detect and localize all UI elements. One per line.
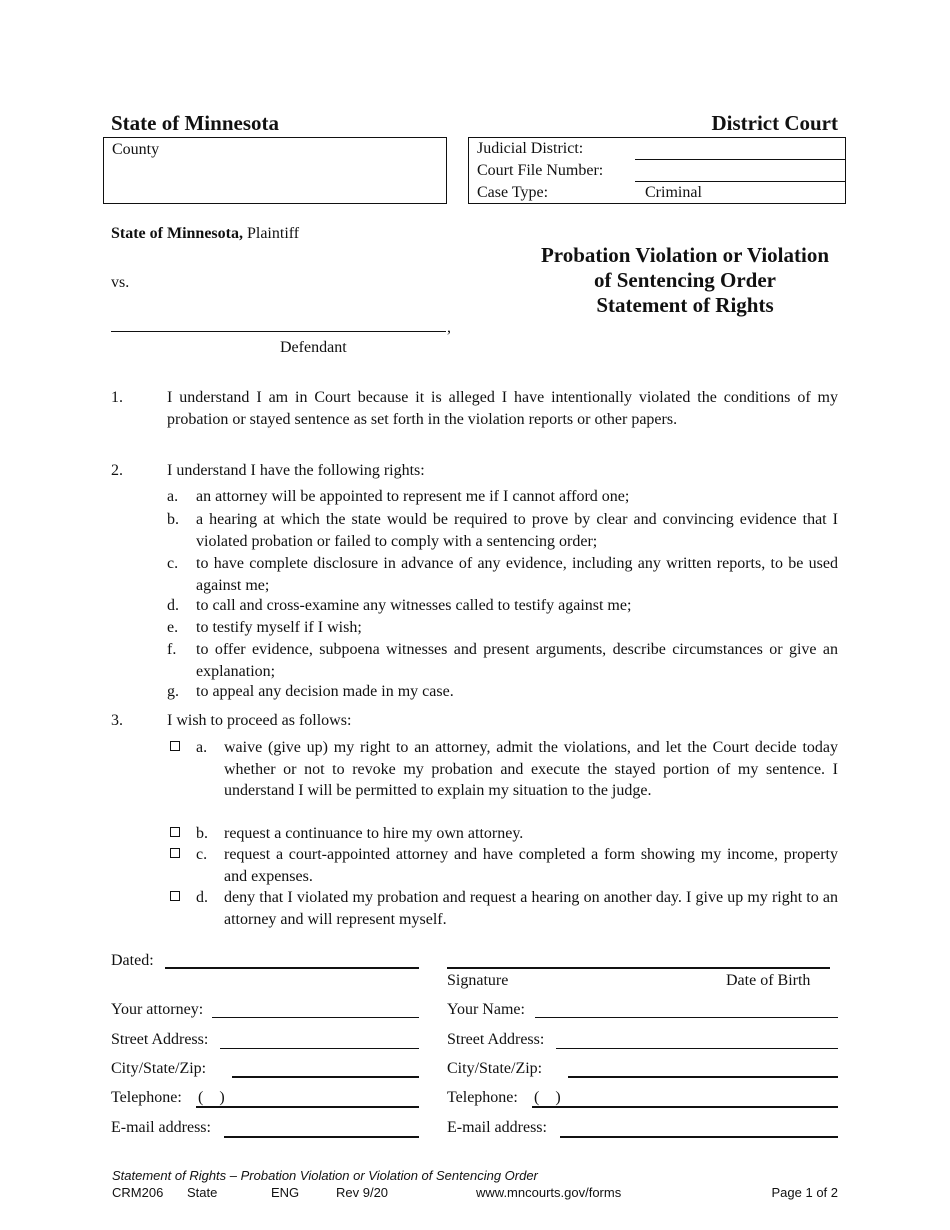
case-info-box [468,137,846,204]
option-b-checkbox[interactable] [170,827,180,837]
title-line-1: Probation Violation or Violation [540,243,829,267]
option-d-letter: d. [196,889,208,906]
your-street-field[interactable] [556,1048,838,1049]
footer-language: ENG [271,1185,300,1200]
title-line-2: of Sentencing Order [594,268,776,292]
option-b-letter: b. [196,825,208,842]
right-g-letter: g. [167,683,179,700]
case-type-value: Criminal [645,184,702,201]
attorney-email-field[interactable] [224,1136,419,1138]
case-type-label: Case Type: [477,184,549,201]
footer-page-number: Page 1 of 2 [771,1185,838,1200]
your-name-field[interactable] [535,1017,838,1018]
option-a-checkbox[interactable] [170,741,180,751]
dated-label: Dated: [111,952,154,969]
attorney-label: Your attorney: [111,1001,204,1018]
footer-url: www.mncourts.gov/forms [476,1185,622,1200]
item-1-text: I understand I am in Court because it is alleged I have intentionally violated the conditions of my probation or stayed sentence as set forth in the violation reports or other papers. [167,389,838,428]
footer-jurisdiction: State [187,1185,218,1200]
signature-field[interactable] [447,967,830,969]
judicial-district-label: Judicial District: [477,140,584,157]
attorney-city-field[interactable] [232,1076,419,1078]
form-title [520,243,850,318]
attorney-phone-field[interactable] [196,1106,419,1108]
option-a-letter: a. [196,739,208,756]
your-city-label: City/State/Zip: [447,1060,543,1077]
your-email-label: E-mail address: [447,1119,547,1136]
your-email-field[interactable] [560,1136,838,1138]
your-phone-label: Telephone: [447,1089,518,1106]
right-a-letter: a. [167,488,179,505]
item-3-text: I wish to proceed as follows: [167,712,352,729]
defendant-label: Defendant [280,339,347,356]
defendant-comma: , [447,319,451,336]
your-name-label: Your Name: [447,1001,525,1018]
court-file-number-field[interactable] [635,181,845,182]
item-2-text: I understand I have the following rights: [167,462,425,479]
plaintiff-role: Plaintiff [246,225,300,242]
option-c-checkbox[interactable] [170,848,180,858]
your-city-field[interactable] [568,1076,838,1078]
right-f-letter: f. [167,641,177,658]
your-street-label: Street Address: [447,1031,545,1048]
footer-title: Statement of Rights – Probation Violation or Violation of Sentencing Order [112,1168,538,1183]
signature-label: Signature [447,972,509,989]
item-1-number: 1. [111,389,123,406]
right-b-text: a hearing at which the state would be required to prove by clear and convincing evidence that I violated probation or failed to comply with a sentencing order; [196,511,838,550]
right-e-letter: e. [167,619,179,636]
court-file-number-label: Court File Number: [477,162,604,179]
title-line-3: Statement of Rights [596,293,774,317]
right-b-letter: b. [167,511,179,528]
footer-revision: Rev 9/20 [336,1185,389,1200]
right-g-text: to appeal any decision made in my case. [196,683,454,700]
option-d-text: deny that I violated my probation and request a hearing on another day. I give up my right to an attorney and will represent myself. [224,889,838,928]
item-3-number: 3. [111,712,123,729]
right-a-text: an attorney will be appointed to represent me if I cannot afford one; [196,488,630,505]
judicial-district-field[interactable] [635,159,845,160]
attorney-email-label: E-mail address: [111,1119,211,1136]
attorney-field[interactable] [212,1017,419,1018]
option-b-text: request a continuance to hire my own attorney. [224,825,524,842]
attorney-street-field[interactable] [220,1048,419,1049]
plaintiff-line [111,223,299,245]
option-c-text: request a court-appointed attorney and have completed a form showing my income, property and expenses. [224,846,838,885]
your-phone-field[interactable] [532,1106,838,1108]
right-d-text: to call and cross-examine any witnesses called to testify against me; [196,597,632,614]
right-c-letter: c. [167,555,179,572]
right-d-letter: d. [167,597,179,614]
defendant-name-field[interactable] [111,331,446,332]
plaintiff-name: State of Minnesota, [111,225,243,242]
attorney-street-label: Street Address: [111,1031,209,1048]
state-heading: State of Minnesota [111,111,279,135]
your-phone-area-code: ( ) [534,1089,561,1106]
attorney-city-label: City/State/Zip: [111,1060,207,1077]
right-c-text: to have complete disclosure in advance of any evidence, including any written reports, to be used against me; [196,555,838,594]
footer-form-code: CRM206 [112,1185,164,1200]
attorney-phone-area-code: ( ) [198,1089,225,1106]
county-label: County [112,141,160,158]
option-d-checkbox[interactable] [170,891,180,901]
option-c-letter: c. [196,846,208,863]
option-a-text: waive (give up) my right to an attorney, admit the violations, and let the Court decide today whether or not to revoke my probation and execute the stayed portion of my sentence. I understand I will be permitted to explain my situation to the judge. [224,739,838,799]
attorney-phone-label: Telephone: [111,1089,182,1106]
dob-label: Date of Birth [726,972,811,989]
dated-field[interactable] [165,967,419,969]
item-2-number: 2. [111,462,123,479]
right-e-text: to testify myself if I wish; [196,619,362,636]
county-box[interactable] [103,137,447,204]
vs-label: vs. [111,274,130,291]
court-heading: District Court [711,111,838,135]
right-f-text: to offer evidence, subpoena witnesses and present arguments, describe circumstances or give an explanation; [196,641,838,680]
